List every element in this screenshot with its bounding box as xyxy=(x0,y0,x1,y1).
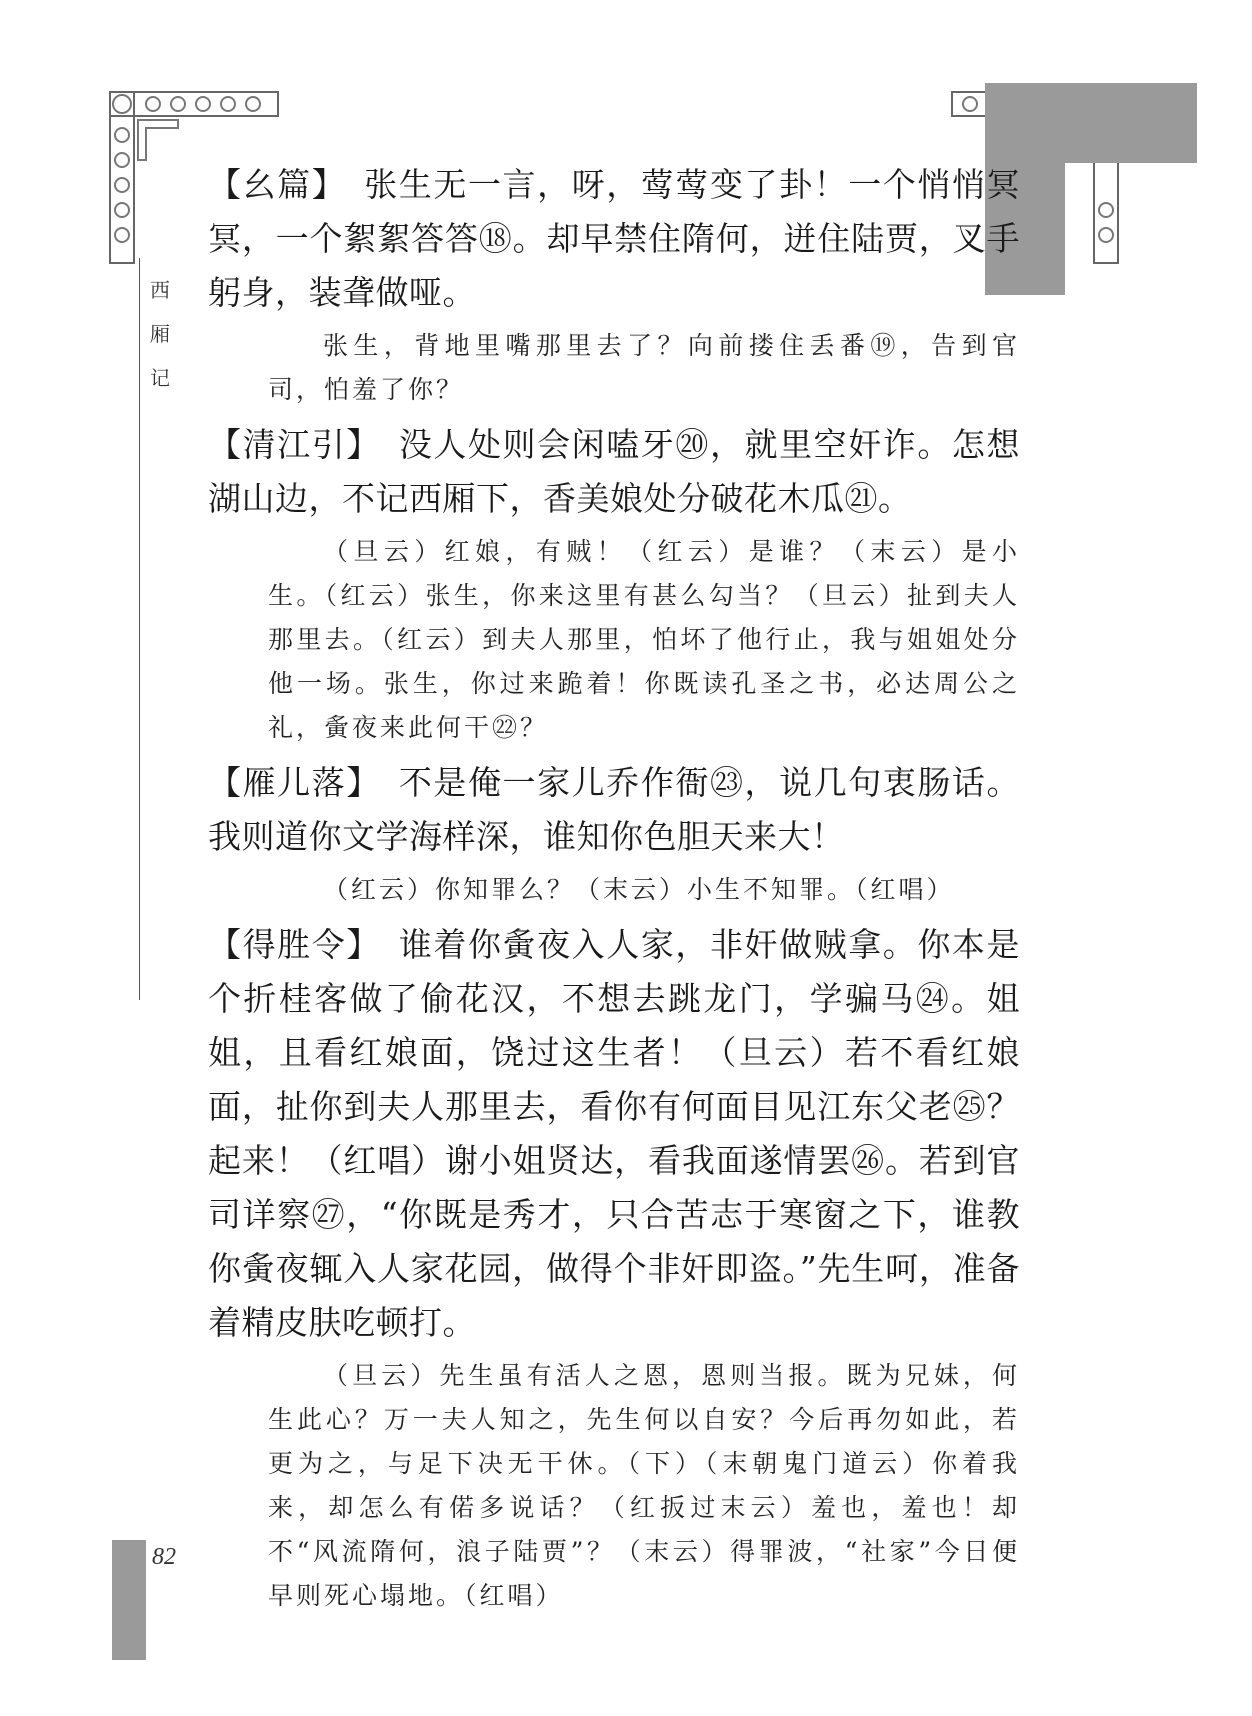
verse-text: 谁着你夤夜入人家，非奸做贼拿。你本是个折桂客做了偷花汉，不想去跳龙门，学骗马㉔。姐姐，且看红娘面，饶过这生者！（旦云）若不看红娘面，扯你到夫人那里去，看你有何面目见江东父老㉕？起来！（红唱）谢小姐贤达，看我面遂情罢㉖。若到官司详察㉗，“你既是秀才，只合苦志于寒窗之下，谁教你夤夜辄入人家花园，做得个非奸即盗。”先生呵，准备着精皮肤吃顿打。 xyxy=(208,925,1021,1342)
verse-paragraph xyxy=(208,158,1020,320)
dialogue-paragraph: （旦云）红娘，有贼！（红云）是谁？（末云）是小生。（红云）张生，你来这里有甚么勾当？（旦云）扯到夫人那里去。（红云）到夫人那里，怕坏了他行止，我与姐姐处分他一场。张生，你过来跪着！你既读孔圣之书，必达周公之礼，夤夜来此何干㉒？ xyxy=(268,537,1020,742)
tune-title: 【幺篇】 xyxy=(208,165,347,204)
dialogue-paragraph: 张生，背地里嘴那里去了？向前搂住丢番⑲，告到官司，怕羞了你？ xyxy=(268,331,1020,404)
page-number: 82 xyxy=(152,1544,176,1570)
running-head-char: 记 xyxy=(150,366,170,390)
dialogue-paragraph: （旦云）先生虽有活人之恩，恩则当报。既为兄妹，何生此心？万一夫人知之，先生何以自安？今后再勿如此，若更为之，与足下决无干休。（下）（末朝鬼门道云）你着我来，却怎么有偌多说话？（红扳过末云）羞也，羞也！却不“风流隋何，浪子陆贾”？（末云）得罪波，“社家”今日便早则死心塌地。（红唱） xyxy=(268,1361,1020,1610)
running-head-char: 西 xyxy=(150,278,170,302)
verse-paragraph xyxy=(208,756,1020,864)
verse-text: 没人处则会闲嗑牙⑳，就里空奸诈。怎想湖山边，不记西厢下，香美娘处分破花木瓜㉑。 xyxy=(208,425,1021,518)
verse-text: 张生无一言，呀，莺莺变了卦！一个悄悄冥冥，一个絮絮答答⑱。却早禁住隋何，迸住陆贾，叉手躬身，装聋做哑。 xyxy=(208,165,1021,312)
tune-title: 【雁儿落】 xyxy=(208,763,381,802)
tune-title: 【得胜令】 xyxy=(208,925,381,964)
tune-title: 【清江引】 xyxy=(208,425,381,464)
running-head-char: 厢 xyxy=(150,322,170,346)
main-text xyxy=(208,158,1020,1624)
page-number-bar xyxy=(112,1540,146,1660)
running-head-title xyxy=(148,268,172,400)
dialogue-paragraph: （红云）你知罪么？（末云）小生不知罪。（红唱） xyxy=(323,875,955,904)
verse-paragraph xyxy=(208,918,1020,1350)
side-rule xyxy=(139,258,140,1000)
verse-paragraph xyxy=(208,418,1020,526)
verse-text: 不是俺一家儿乔作衙㉓，说几句衷肠话。我则道你文学海样深，谁知你色胆天来大！ xyxy=(208,763,1021,856)
